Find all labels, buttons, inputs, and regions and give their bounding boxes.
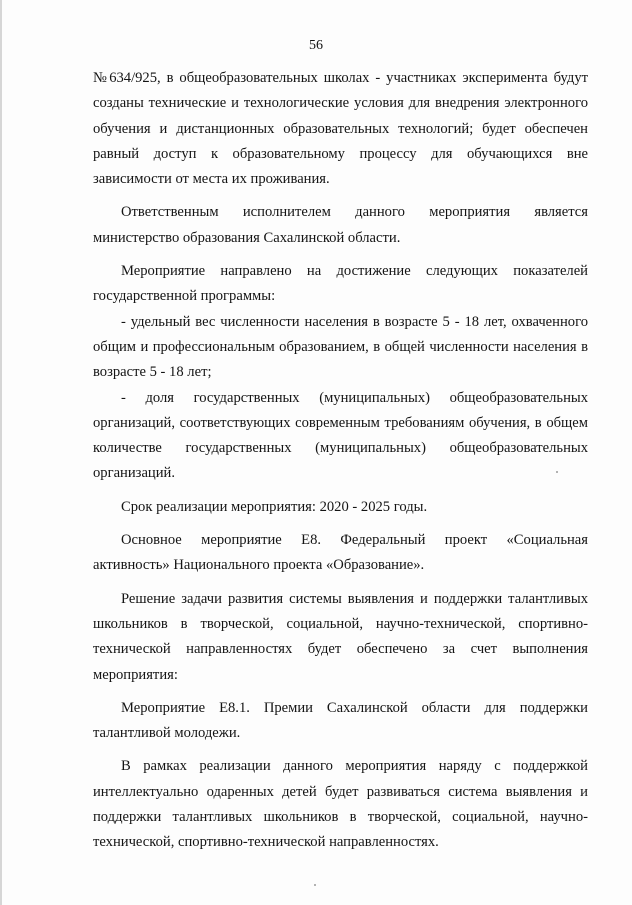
paragraph-8: Решение задачи развития системы выявления и поддержки талантливых школьников в творческой, социальной, научно-технической, спортивно-технической направленностях будет обеспечено за счет выполнения мероприятия: xyxy=(93,590,588,683)
paragraph-3: Мероприятие направлено на достижение следующих показателей государственной программы: xyxy=(93,263,588,305)
paragraph-4: - удельный вес численности населения в возрасте 5 - 18 лет, охваченного общим и профессиональным образованием, в общей численности населения в возрасте 5 - 18 лет; xyxy=(93,313,588,381)
paragraph-2: Ответственным исполнителем данного мероприятия является министерство образования Сахалинской области. xyxy=(93,204,588,246)
scan-edge-shadow xyxy=(0,0,2,905)
scan-speck xyxy=(314,884,316,886)
paragraph-7: Основное мероприятие Е8. Федеральный проект «Социальная активность» Национального проекта «Образование». xyxy=(93,532,588,574)
paragraph-1: №634/925, в общеобразовательных школах - участниках эксперимента будут созданы технические и технологические условия для внедрения электронного обучения и дистанционных образовательных технологий; будет обеспечен равный доступ к образовательному процессу для обучающихся вне зависимости от места их проживания. xyxy=(93,70,588,188)
paragraph-10: В рамках реализации данного мероприятия наряду с поддержкой интеллектуально одаренных детей будет развиваться система выявления и поддержки талантливых школьников в творческой, социальной, научно-технической, спортивно-технической направленностях. xyxy=(93,758,588,851)
page-number: 56 xyxy=(309,38,323,53)
paragraph-6: Срок реализации мероприятия: 2020 - 2025 годы. xyxy=(121,498,428,515)
body-text xyxy=(93,66,588,864)
paragraph-9: Мероприятие Е8.1. Премии Сахалинской области для поддержки талантливой молодежи. xyxy=(93,699,588,742)
paragraph-5: - доля государственных (муниципальных) общеобразовательных организаций, соответствующих современным требованиям обучения, в общем количестве государственных (муниципальных) общеобразовательных организаций. xyxy=(93,389,588,482)
scan-speck xyxy=(556,471,558,473)
